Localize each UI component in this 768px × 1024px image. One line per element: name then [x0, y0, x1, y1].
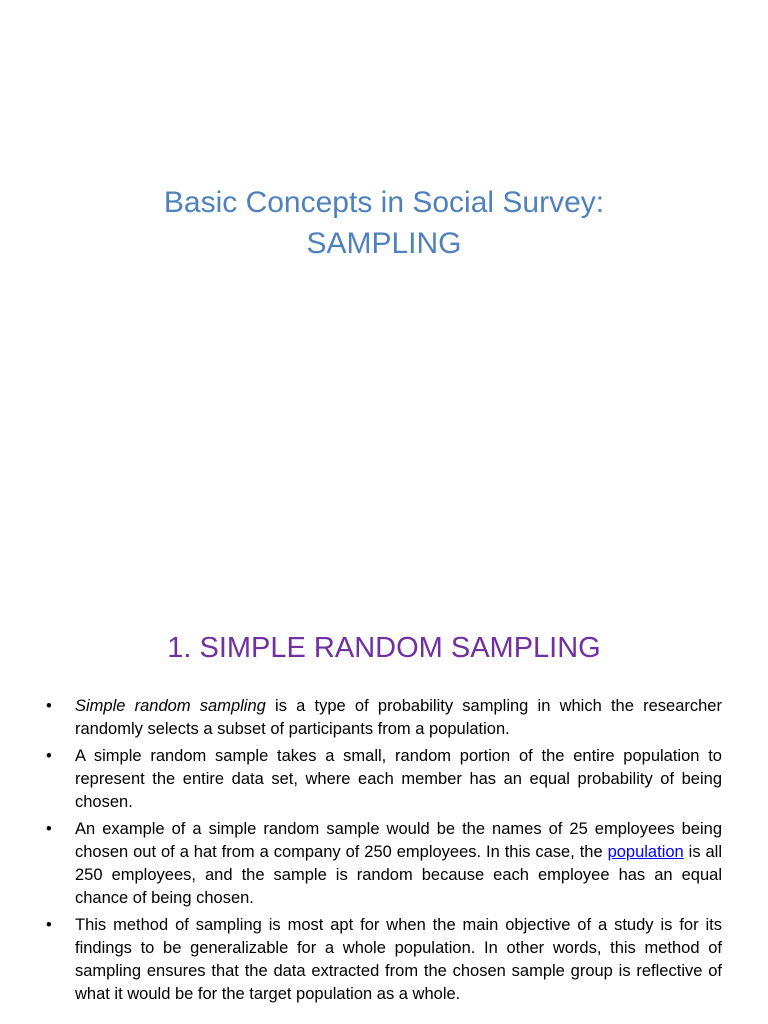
title-line-1: Basic Concepts in Social Survey:	[163, 186, 605, 219]
list-item	[46, 745, 722, 814]
bullet-icon: •	[46, 916, 52, 934]
italic-term: Simple random sampling	[75, 697, 266, 715]
bullet-text: is all 250 employees, and the sample is random because each employee has an equal chance of being chosen.	[75, 843, 723, 907]
bullet-text: is a type of probability sampling in which the researcher randomly selects a subset of participants from a population.	[75, 697, 722, 738]
population-link[interactable]: population	[607, 843, 684, 861]
bullet-text: An example of a simple random sample would be the names of 25 employees being chosen out of a hat from a company of 250 employees. In this case, the	[75, 820, 722, 861]
bullet-text: A simple random sample takes a small, random portion of the entire population to represent the entire data set, where each member has an equal probability of being chosen.	[75, 747, 722, 811]
title-line-2: SAMPLING	[306, 227, 462, 260]
bullet-icon: •	[46, 747, 52, 765]
list-item	[46, 695, 722, 741]
list-item	[46, 818, 722, 910]
bullet-icon: •	[46, 820, 52, 838]
section-heading: 1. SIMPLE RANDOM SAMPLING	[167, 632, 601, 664]
page-title	[0, 182, 768, 264]
bullet-icon: •	[46, 697, 52, 715]
bullet-list	[46, 695, 722, 1010]
bullet-text: This method of sampling is most apt for when the main objective of a study is for its findings to be generalizable for a whole population. In other words, this method of sampling ensures that the data extracted from the chosen sample group is reflective of what it would be for the target population as a whole.	[75, 916, 722, 1003]
list-item	[46, 914, 722, 1006]
